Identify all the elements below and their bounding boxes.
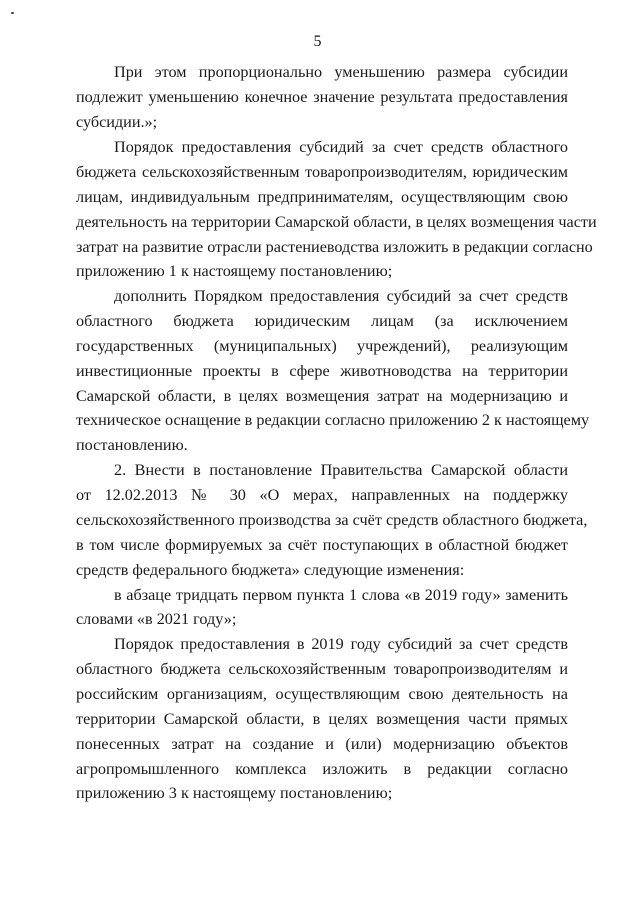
- text-line: бюджета сельскохозяйственным товаропроизводителям, юридическим: [76, 163, 568, 181]
- text-line: приложению 3 к настоящему постановлению;: [76, 784, 393, 802]
- text-line: областного бюджета сельскохозяйственным товаропроизводителям и: [76, 660, 568, 678]
- text-line: Порядок предоставления субсидий за счет средств областного: [114, 138, 568, 156]
- text-line: затрат на развитие отрасли растениеводства изложить в редакции согласно: [76, 238, 593, 256]
- text-line: от 12.02.2013 № 30 «О мерах, направленных на поддержку: [76, 486, 568, 504]
- text-line: подлежит уменьшению конечное значение результата предоставления: [76, 88, 568, 106]
- page-number: 5: [313, 33, 322, 50]
- text-line: Самарской области, в целях возмещения затрат на модернизацию и: [76, 387, 568, 405]
- text-line: агропромышленного комплекса изложить в редакции согласно: [76, 760, 568, 778]
- text-line: государственных (муниципальных) учреждений), реализующим: [76, 337, 568, 355]
- text-line: сельскохозяйственного производства за счёт средств областного бюджета,: [76, 511, 588, 529]
- text-line: приложению 1 к настоящему постановлению;: [76, 262, 393, 280]
- text-line: дополнить Порядком предоставления субсидий за счет средств: [114, 287, 568, 305]
- text-line: Порядок предоставления в 2019 году субсидий за счет средств: [114, 635, 568, 653]
- text-line: техническое оснащение в редакции согласно приложению 2 к настоящему: [76, 411, 590, 429]
- text-line: территории Самарской области, в целях возмещения части прямых: [76, 710, 568, 728]
- text-line: 2. Внести в постановление Правительства Самарской области: [114, 461, 568, 479]
- text-line: словами «в 2021 году»;: [76, 610, 237, 628]
- text-line: лицам, индивидуальным предпринимателям, осуществляющим свою: [76, 188, 568, 206]
- text-line: понесенных затрат на создание и (или) модернизацию объектов: [76, 735, 568, 753]
- text-line: субсидии.»;: [76, 113, 158, 131]
- text-line: постановлению.: [76, 436, 188, 454]
- text-line: При этом пропорционально уменьшению размера субсидии: [114, 63, 568, 81]
- text-line: областного бюджета юридическим лицам (за исключением: [76, 312, 568, 330]
- text-line: средств федерального бюджета» следующие изменения:: [76, 561, 465, 579]
- text-line: российским организациям, осуществляющим свою деятельность на: [76, 685, 568, 703]
- text-line: инвестиционные проекты в сфере животноводства на территории: [76, 362, 568, 380]
- text-line: деятельность на территории Самарской области, в целях возмещения части: [76, 213, 597, 231]
- scan-speck: [11, 12, 14, 14]
- text-line: в абзаце тридцать первом пункта 1 слова «в 2019 году» заменить: [114, 586, 568, 604]
- text-line: в том числе формируемых за счёт поступающих в областной бюджет: [76, 536, 568, 554]
